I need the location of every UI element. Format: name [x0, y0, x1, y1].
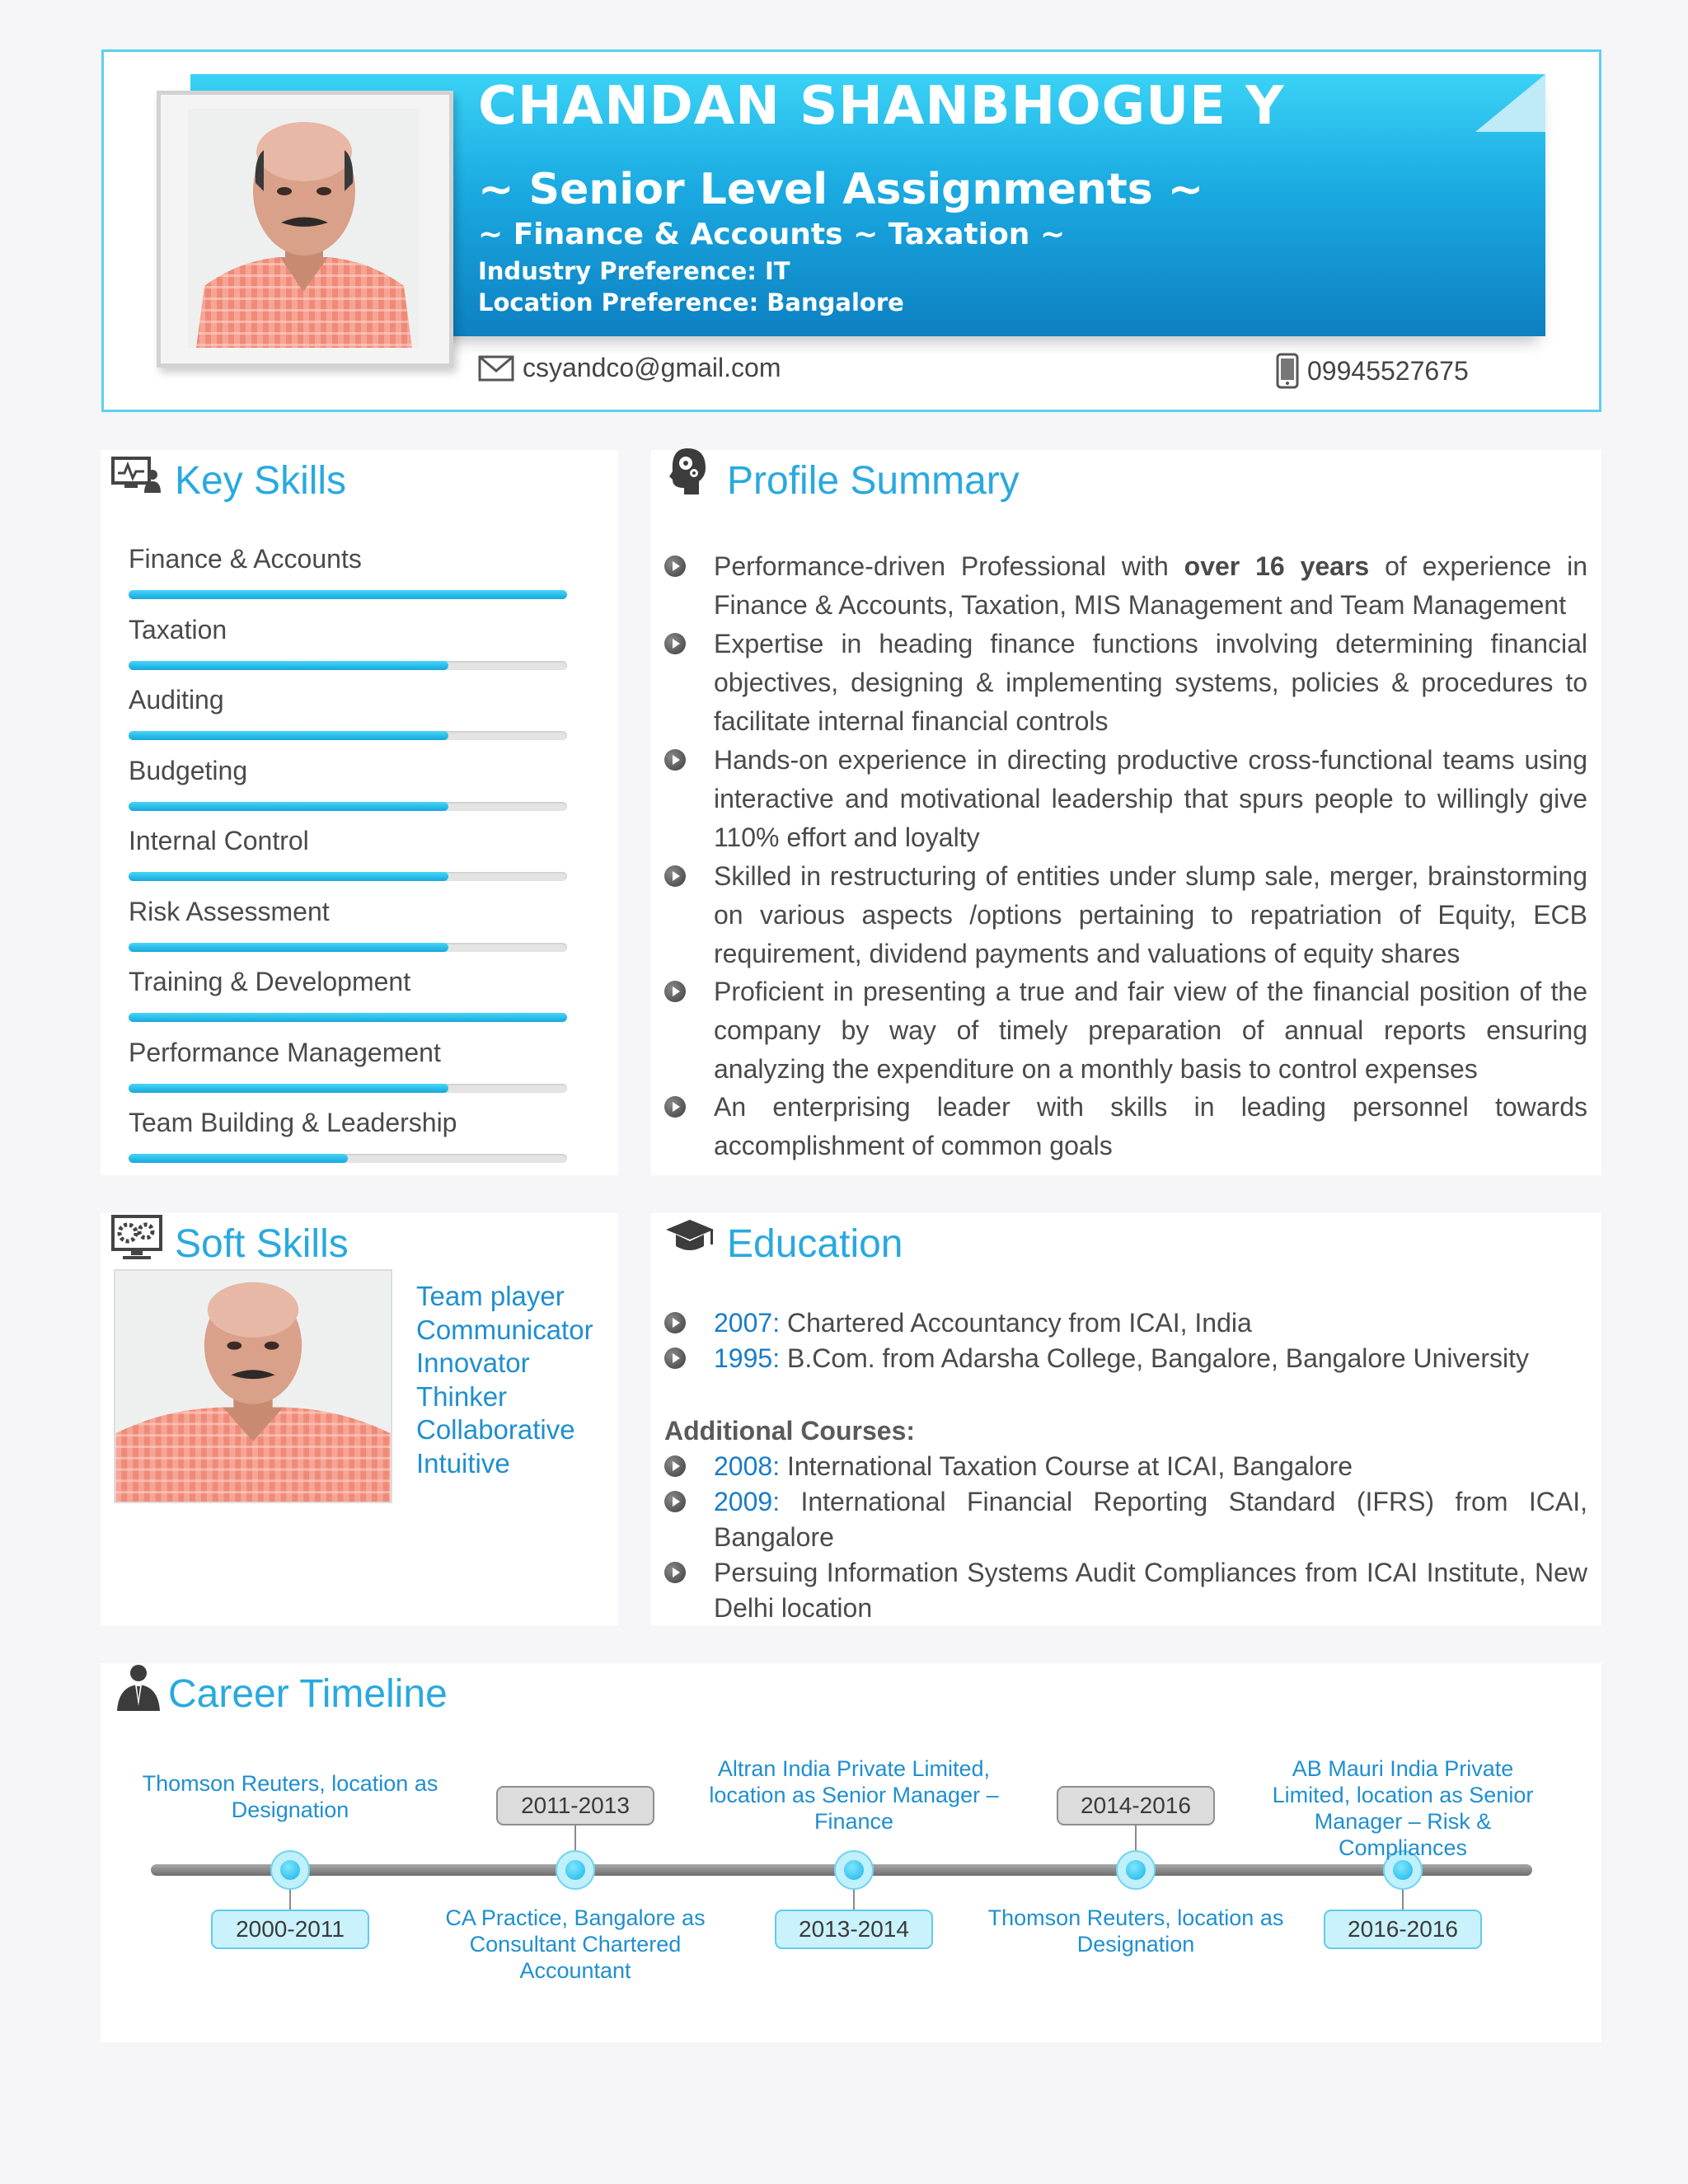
skill-level-fill: [129, 661, 448, 670]
skill-level-fill: [129, 1084, 448, 1093]
skill-level-bar: [129, 731, 567, 740]
email-contact[interactable]: [478, 353, 781, 383]
timeline-period-badge: 2013-2014: [775, 1910, 933, 1949]
skill-level-bar: [129, 661, 567, 670]
summary-highlight: over 16 years: [1184, 551, 1370, 581]
timeline-period-badge: 2016-2016: [1324, 1910, 1482, 1949]
profile-photo: [188, 109, 420, 348]
key-skills-title: Key Skills: [175, 459, 347, 503]
career-timeline-title: Career Timeline: [168, 1672, 448, 1716]
education-text: Chartered Accountancy from ICAI, India: [780, 1308, 1252, 1338]
timeline-role-text: Thomson Reuters, location as Designation: [987, 1905, 1284, 1957]
education-item: [714, 1484, 1587, 1555]
summary-text: of experience in Finance & Accounts, Taxation, MIS Management and Team Management: [714, 551, 1588, 620]
summary-text: An enterprising leader with skills in leading personnel towards accomplishment of common goals: [714, 1092, 1587, 1160]
skill-level-bar: [129, 1013, 567, 1022]
soft-skills-title: Soft Skills: [175, 1222, 349, 1266]
skill-label: Internal Control: [129, 826, 309, 855]
bullet-icon: [664, 1096, 686, 1118]
skill-level-fill: [129, 1013, 567, 1022]
profile-summary-title: Profile Summary: [727, 459, 1020, 503]
timeline-period-badge: 2014-2016: [1057, 1786, 1215, 1825]
summary-item: [714, 741, 1587, 857]
skill-label: Risk Assessment: [129, 896, 330, 926]
education-year: 1995:: [714, 1343, 781, 1373]
profile-photo-frame: [157, 91, 453, 368]
skill-label: Performance Management: [129, 1037, 441, 1067]
timeline-role-text: AB Mauri India Private Limited, location as Senior Manager – Risk & Compliances: [1272, 1756, 1534, 1860]
envelope-icon: [478, 354, 514, 382]
skill-level-bar: [129, 802, 567, 811]
skill-label: Taxation: [129, 614, 227, 644]
timeline-role-text: CA Practice, Bangalore as Consultant Chartered Accountant: [445, 1905, 706, 1983]
soft-skills-photo: [114, 1269, 392, 1503]
skill-level-fill: [129, 943, 448, 952]
skill-level-bar: [129, 872, 567, 881]
mobile-phone-icon: [1276, 353, 1299, 389]
summary-text: Expertise in heading finance functions involving determining financial objectives, designing & implementing systems, policies & procedures to facilitate internal financial controls: [714, 629, 1587, 736]
education-item: [714, 1555, 1587, 1626]
skill-label: Budgeting: [129, 755, 248, 785]
education-year: 2007:: [714, 1308, 781, 1338]
soft-skill-item: Collaborative: [416, 1414, 575, 1445]
education-title: Education: [727, 1222, 903, 1266]
timeline-connector: [1135, 1825, 1137, 1850]
bullet-icon: [664, 633, 686, 654]
skill-level-fill: [129, 1154, 348, 1163]
industry-preference: Industry Preference: IT: [478, 257, 790, 285]
education-item: [714, 1305, 1587, 1341]
skill-level-fill: [129, 590, 567, 599]
graduation-cap-icon: [664, 1218, 715, 1254]
timeline-connector: [1402, 1890, 1404, 1910]
skill-level-bar: [129, 1154, 567, 1163]
education-year: 2009:: [714, 1487, 781, 1516]
education-text: Persuing Information Systems Audit Compliances from ICAI Institute, New Delhi location: [714, 1558, 1587, 1623]
skill-level-fill: [129, 802, 448, 811]
phone-text: 09945527675: [1307, 355, 1469, 386]
skill-level-bar: [129, 590, 567, 599]
summary-text: Skilled in restructuring of entities under slump sale, merger, brainstorming on various aspects /options pertaining to repatriation of Equity, ECB requirement, dividend payments and valuations of equity shares: [714, 861, 1587, 968]
timeline-period-badge: 2000-2011: [211, 1910, 369, 1949]
timeline-node: [270, 1850, 310, 1890]
phone-contact[interactable]: [1276, 353, 1469, 389]
headline: ~ Senior Level Assignments ~: [478, 165, 1204, 214]
summary-item: [714, 857, 1587, 973]
soft-skill-item: Team player: [416, 1281, 565, 1311]
bullet-icon: [664, 1562, 686, 1583]
bullet-icon: [664, 865, 686, 887]
skill-label: Training & Development: [129, 967, 411, 996]
head-gears-icon: [666, 445, 709, 498]
banner-fold-corner: [1475, 74, 1545, 132]
summary-item: [714, 625, 1587, 741]
timeline-role-text: Thomson Reuters, location as Designation: [142, 1771, 438, 1822]
timeline-node: [834, 1850, 874, 1890]
location-preference: Location Preference: Bangalore: [478, 288, 904, 316]
subheadline: ~ Finance & Accounts ~ Taxation ~: [478, 218, 1066, 251]
timeline-node: [1116, 1850, 1156, 1890]
bullet-icon: [664, 981, 686, 1002]
timeline-period-badge: 2011-2013: [496, 1786, 654, 1825]
skill-level-fill: [129, 872, 448, 881]
soft-skill-item: Intuitive: [416, 1447, 510, 1479]
businessman-icon: [112, 1661, 165, 1714]
education-text: International Taxation Course at ICAI, Bangalore: [780, 1451, 1353, 1481]
soft-skill-item: Innovator: [416, 1347, 530, 1378]
education-year: 2008:: [714, 1451, 781, 1481]
education-item: [714, 1449, 1587, 1484]
soft-skill-item: Thinker: [416, 1380, 508, 1412]
bullet-icon: [664, 1347, 686, 1369]
education-text: B.Com. from Adarsha College, Bangalore, Bangalore University: [780, 1343, 1529, 1373]
skill-label: Finance & Accounts: [129, 544, 362, 574]
summary-item: [714, 972, 1587, 1089]
education-item: [714, 1341, 1587, 1376]
skill-level-bar: [129, 1084, 567, 1093]
summary-text: Performance-driven Professional with: [714, 551, 1184, 581]
bullet-icon: [664, 555, 686, 577]
soft-skill-item: Communicator: [416, 1314, 593, 1345]
gears-monitor-icon: [111, 1215, 162, 1261]
bullet-icon: [664, 749, 686, 771]
additional-courses-heading: Additional Courses:: [664, 1416, 916, 1446]
summary-item: [714, 547, 1587, 625]
timeline-connector: [289, 1890, 291, 1910]
bullet-icon: [664, 1455, 686, 1477]
timeline-connector: [574, 1825, 576, 1850]
email-text: csyandco@gmail.com: [523, 353, 781, 382]
skill-level-bar: [129, 943, 567, 952]
candidate-name: CHANDAN SHANBHOGUE Y: [478, 76, 1285, 137]
education-text: International Financial Reporting Standard (IFRS) from ICAI, Bangalore: [714, 1487, 1587, 1552]
monitor-user-icon: [111, 455, 162, 494]
skill-level-fill: [129, 731, 448, 740]
bullet-icon: [664, 1491, 686, 1512]
timeline-connector: [853, 1890, 855, 1910]
skill-label: Team Building & Leadership: [129, 1108, 457, 1137]
skill-label: Auditing: [129, 685, 224, 715]
summary-text: Hands-on experience in directing productive cross-functional teams using interactive and motivational leadership that spurs people to willingly give 110% effort and loyalty: [714, 745, 1587, 852]
timeline-node: [556, 1850, 595, 1890]
timeline-role-text: Altran India Private Limited, location as Senior Manager – Finance: [709, 1756, 999, 1834]
summary-item: [714, 1088, 1587, 1165]
summary-text: Proficient in presenting a true and fair view of the financial position of the company by way of timely preparation of annual reports ensuring analyzing the expenditure on a monthly basis to control expenses: [714, 977, 1587, 1084]
bullet-icon: [664, 1312, 686, 1333]
